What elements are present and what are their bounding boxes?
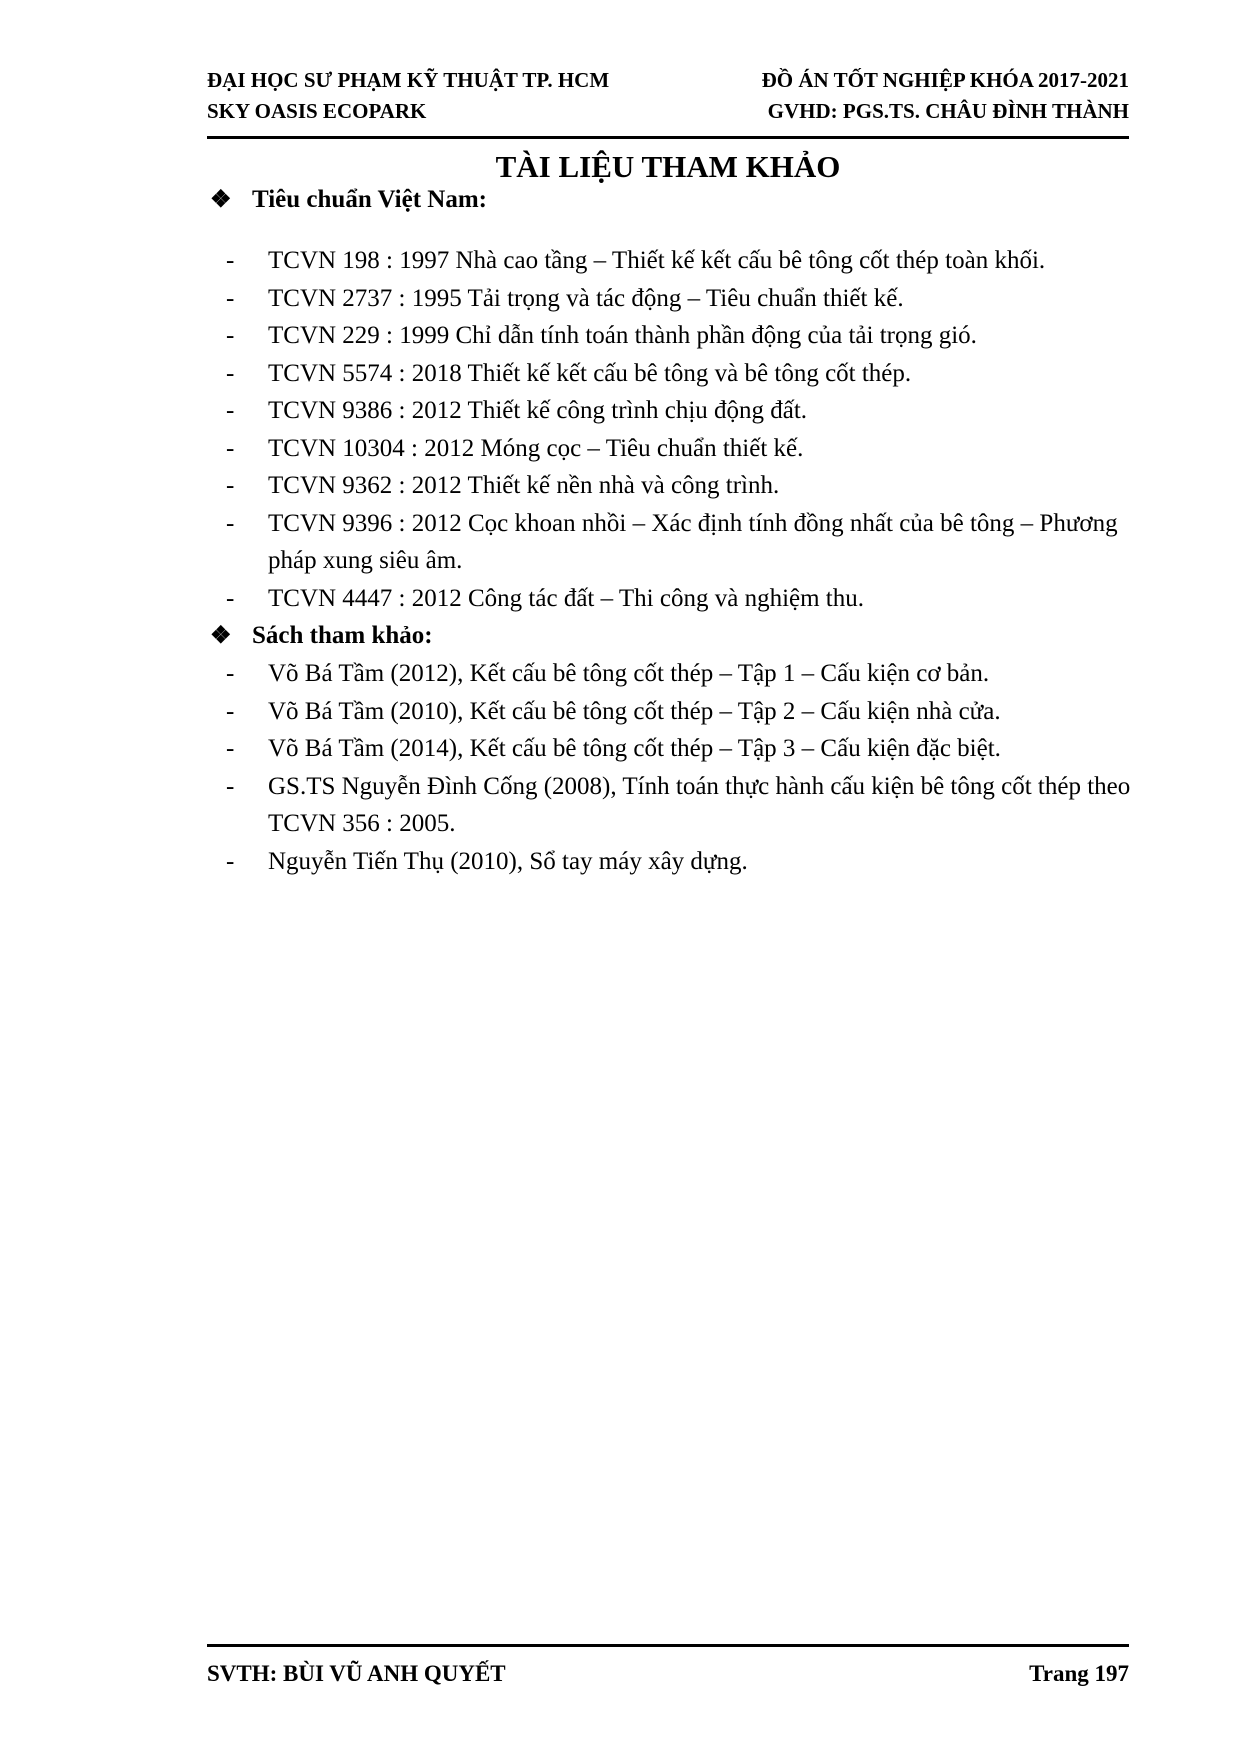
list-item-text: TCVN 198 : 1997 Nhà cao tầng – Thiết kế kết cấu bê tông cốt thép toàn khối. bbox=[268, 247, 1046, 274]
section-heading-books bbox=[210, 620, 433, 652]
dash-marker: - bbox=[226, 434, 235, 462]
page-title: TÀI LIỆU THAM KHẢO bbox=[495, 149, 841, 184]
footer-page-number: Trang 197 bbox=[1029, 1661, 1129, 1686]
list-item-text: Nguyễn Tiến Thụ (2010), Sổ tay máy xây dựng. bbox=[268, 847, 748, 875]
list-item-text: TCVN 10304 : 2012 Móng cọc – Tiêu chuẩn thiết kế. bbox=[268, 434, 804, 462]
header-thesis-course: ĐỒ ÁN TỐT NGHIỆP KHÓA 2017-2021 bbox=[761, 68, 1129, 92]
header-university: ĐẠI HỌC SƯ PHẠM KỸ THUẬT TP. HCM bbox=[207, 68, 610, 92]
list-item-text: TCVN 9396 : 2012 Cọc khoan nhồi – Xác định tính đồng nhất của bê tông – Phương pháp xung siêu âm. bbox=[268, 509, 1118, 574]
list-item bbox=[226, 693, 1131, 731]
list-item-text: Võ Bá Tầm (2012), Kết cấu bê tông cốt thép – Tập 1 – Cấu kiện cơ bản. bbox=[268, 660, 990, 687]
dash-marker: - bbox=[226, 397, 235, 424]
dash-marker: - bbox=[226, 472, 235, 499]
list-item bbox=[226, 768, 1131, 843]
list-item-text: GS.TS Nguyễn Đình Cống (2008), Tính toán thực hành cấu kiện bê tông cốt thép theo TCVN 356 : 2005. bbox=[268, 772, 1131, 837]
list-item-text: TCVN 5574 : 2018 Thiết kế kết cấu bê tông và bê tông cốt thép. bbox=[268, 359, 912, 387]
dash-marker: - bbox=[226, 247, 235, 274]
list-item-text: TCVN 2737 : 1995 Tải trọng và tác động – Tiêu chuẩn thiết kế. bbox=[268, 284, 904, 312]
list-item bbox=[226, 280, 1131, 318]
dash-marker: - bbox=[226, 847, 235, 875]
list-item bbox=[226, 843, 1131, 881]
footer-student: SVTH: BÙI VŨ ANH QUYẾT bbox=[207, 1661, 506, 1686]
list-item bbox=[226, 392, 1131, 430]
page-header bbox=[207, 64, 1129, 139]
page-footer bbox=[207, 1644, 1129, 1697]
section-heading-text: Tiêu chuẩn Việt Nam: bbox=[252, 186, 487, 213]
list-item-text: Võ Bá Tầm (2010), Kết cấu bê tông cốt thép – Tập 2 – Cấu kiện nhà cửa. bbox=[268, 697, 1001, 725]
dash-marker: - bbox=[226, 509, 235, 537]
header-project-name: SKY OASIS ECOPARK bbox=[207, 99, 427, 123]
section-heading-text: Sách tham khảo: bbox=[252, 622, 433, 649]
list-item-text: TCVN 9362 : 2012 Thiết kế nền nhà và công trình. bbox=[268, 472, 780, 499]
dash-marker: - bbox=[226, 284, 235, 312]
list-item-text: Võ Bá Tầm (2014), Kết cấu bê tông cốt thép – Tập 3 – Cấu kiện đặc biệt. bbox=[268, 735, 1001, 762]
list-item-text: TCVN 9386 : 2012 Thiết kế công trình chịu động đất. bbox=[268, 397, 808, 424]
diamond-bullet-icon: ❖ bbox=[210, 623, 232, 649]
list-item bbox=[226, 505, 1131, 580]
dash-marker: - bbox=[226, 359, 235, 387]
list-item-text: TCVN 4447 : 2012 Công tác đất – Thi công và nghiệm thu. bbox=[268, 584, 864, 612]
dash-marker: - bbox=[226, 322, 235, 349]
section-heading-standards bbox=[210, 184, 487, 216]
diamond-bullet-icon: ❖ bbox=[210, 187, 232, 213]
dash-marker: - bbox=[226, 660, 235, 687]
list-item bbox=[226, 580, 1131, 618]
header-advisor: GVHD: PGS.TS. CHÂU ĐÌNH THÀNH bbox=[767, 99, 1129, 123]
list-item bbox=[226, 317, 1131, 355]
list-item bbox=[226, 355, 1131, 393]
dash-marker: - bbox=[226, 735, 235, 762]
dash-marker: - bbox=[226, 584, 235, 612]
list-item bbox=[226, 430, 1131, 468]
list-item bbox=[226, 242, 1131, 280]
dash-marker: - bbox=[226, 772, 235, 800]
list-item bbox=[226, 655, 1131, 693]
list-item bbox=[226, 730, 1131, 768]
dash-marker: - bbox=[226, 697, 235, 725]
list-item bbox=[226, 467, 1131, 505]
list-item-text: TCVN 229 : 1999 Chỉ dẫn tính toán thành phần động của tải trọng gió. bbox=[268, 322, 977, 349]
